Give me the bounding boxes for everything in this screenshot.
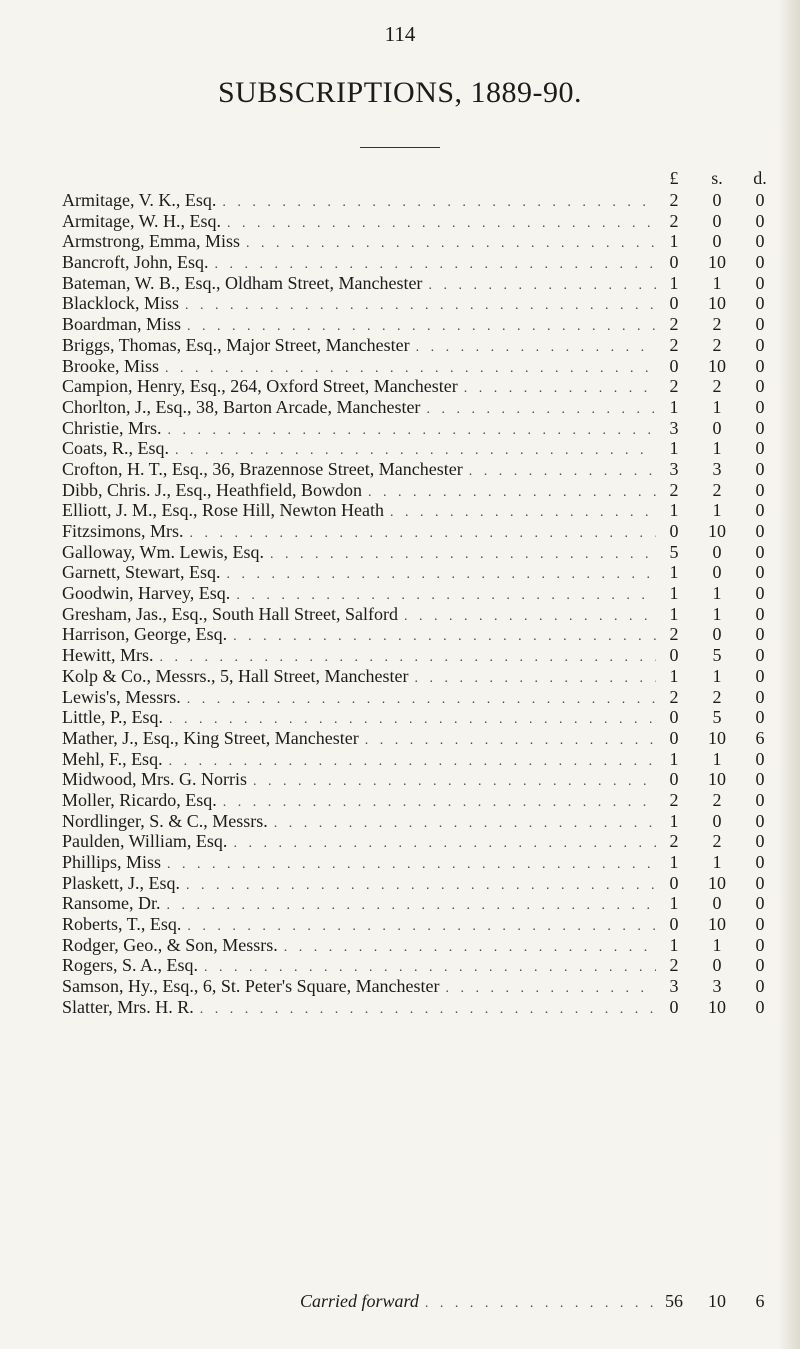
shillings-header: s. — [711, 168, 723, 188]
subscription-row — [62, 356, 778, 377]
subscription-amount — [656, 562, 778, 583]
subscription-row — [62, 893, 778, 914]
amount-pence: 0 — [755, 810, 765, 831]
subscription-amount — [656, 459, 778, 480]
subscription-amount — [656, 831, 778, 852]
leader-dots — [187, 692, 656, 708]
subscription-amount — [656, 914, 778, 935]
amount-pounds: 0 — [669, 293, 679, 314]
amount-shillings: 10 — [708, 293, 726, 314]
subscription-row — [62, 935, 778, 956]
pence-header: d. — [753, 168, 767, 188]
amount-shillings: 5 — [712, 645, 722, 666]
amount-pounds: 1 — [669, 272, 679, 293]
subscription-row — [62, 873, 778, 894]
amount-pence: 0 — [755, 231, 765, 252]
amount-pence: 0 — [755, 562, 765, 583]
subscription-amount — [656, 438, 778, 459]
leader-dots — [426, 402, 656, 418]
subscriber-name: Rogers, S. A., Esq. — [62, 955, 199, 976]
leader-dots — [464, 381, 656, 397]
subscription-row — [62, 397, 778, 418]
subscription-amount — [656, 356, 778, 377]
amount-shillings: 0 — [712, 210, 722, 231]
leader-dots — [222, 195, 656, 211]
amount-pounds: 3 — [669, 976, 679, 997]
amount-shillings: 0 — [712, 541, 722, 562]
amount-pence: 0 — [755, 314, 765, 335]
amount-shillings: 1 — [712, 603, 722, 624]
subscription-row — [62, 418, 778, 439]
subscription-row — [62, 293, 778, 314]
amount-pounds: 2 — [669, 376, 679, 397]
subscription-row — [62, 914, 778, 935]
leader-dots — [214, 257, 656, 273]
amount-pounds: 1 — [669, 231, 679, 252]
subscription-amount — [656, 852, 778, 873]
leader-dots — [368, 485, 656, 501]
amount-pence: 0 — [755, 603, 765, 624]
subscriber-name: Roberts, T., Esq. — [62, 914, 182, 935]
subscriber-name: Garnett, Stewart, Esq. — [62, 562, 221, 583]
amount-pence: 0 — [755, 707, 765, 728]
subscription-row — [62, 500, 778, 521]
subscription-amount — [656, 418, 778, 439]
subscription-row — [62, 687, 778, 708]
subscriber-name: Plaskett, J., Esq. — [62, 872, 181, 893]
pounds-header: £ — [669, 168, 679, 188]
amount-pence: 0 — [755, 417, 765, 438]
subscription-row — [62, 252, 778, 273]
subscription-row — [62, 583, 778, 604]
subscriber-name: Paulden, William, Esq. — [62, 831, 228, 852]
amount-shillings: 1 — [712, 583, 722, 604]
amount-pounds: 1 — [669, 810, 679, 831]
amount-pounds: 1 — [669, 748, 679, 769]
subscriber-name: Lewis's, Messrs. — [62, 686, 181, 707]
subscriber-name: Slatter, Mrs. H. R. — [62, 996, 194, 1017]
subscription-amount — [656, 583, 778, 604]
leader-dots — [169, 754, 656, 770]
subscriber-name: Christie, Mrs. — [62, 417, 162, 438]
amount-pence: 0 — [755, 355, 765, 376]
title-divider — [360, 147, 440, 148]
carried-forward-row — [300, 1291, 778, 1312]
amount-shillings: 0 — [712, 190, 722, 210]
amount-pounds: 1 — [669, 562, 679, 583]
amount-pounds: 0 — [669, 727, 679, 748]
amount-shillings: 1 — [712, 396, 722, 417]
subscription-row — [62, 769, 778, 790]
subscriber-name: Chorlton, J., Esq., 38, Barton Arcade, Manchester — [62, 396, 421, 417]
amount-shillings: 2 — [712, 314, 722, 335]
leader-dots — [223, 795, 656, 811]
amount-pence: 0 — [755, 293, 765, 314]
amount-pence: 0 — [755, 210, 765, 231]
leader-dots — [414, 671, 656, 687]
amount-pence: 0 — [755, 521, 765, 541]
subscriber-name: Gresham, Jas., Esq., South Hall Street, Salford — [62, 603, 398, 624]
page-edge-shadow — [778, 0, 800, 1349]
amount-shillings: 0 — [712, 893, 722, 914]
leader-dots — [416, 340, 656, 356]
leader-dots — [404, 609, 656, 625]
subscriber-name: Goodwin, Harvey, Esq. — [62, 583, 231, 604]
amount-pence: 0 — [755, 996, 765, 1017]
subscription-row — [62, 666, 778, 687]
subscription-amount — [656, 521, 778, 542]
amount-shillings: 10 — [708, 727, 726, 748]
subscriber-name: Campion, Henry, Esq., 264, Oxford Street, Manchester — [62, 376, 458, 397]
subscription-amount — [656, 976, 778, 997]
amount-pounds: 1 — [669, 665, 679, 686]
carried-forward-pence: 6 — [755, 1291, 765, 1311]
amount-pounds: 0 — [669, 521, 679, 541]
subscription-amount — [656, 955, 778, 976]
amount-pounds: 0 — [669, 914, 679, 935]
leader-dots — [236, 588, 656, 604]
subscription-row — [62, 335, 778, 356]
amount-pounds: 0 — [669, 355, 679, 376]
subscriber-name: Crofton, H. T., Esq., 36, Brazennose Street, Manchester — [62, 458, 463, 479]
amount-pence: 0 — [755, 893, 765, 914]
subscriber-name: Armitage, W. H., Esq. — [62, 210, 221, 231]
subscription-row — [62, 190, 778, 211]
subscriber-name: Hewitt, Mrs. — [62, 645, 154, 666]
subscription-row — [62, 562, 778, 583]
amount-pounds: 2 — [669, 314, 679, 335]
subscription-amount — [656, 935, 778, 956]
subscriber-name: Galloway, Wm. Lewis, Esq. — [62, 541, 264, 562]
amount-pounds: 0 — [669, 872, 679, 893]
amount-shillings: 1 — [712, 665, 722, 686]
subscriber-name: Midwood, Mrs. G. Norris — [62, 769, 248, 790]
amount-pounds: 0 — [669, 769, 679, 790]
amount-pounds: 2 — [669, 831, 679, 852]
subscriber-name: Samson, Hy., Esq., 6, St. Peter's Square, Manchester — [62, 976, 440, 997]
subscription-amount — [656, 231, 778, 252]
leader-dots — [187, 919, 656, 935]
leader-dots — [227, 216, 656, 232]
amount-pounds: 2 — [669, 789, 679, 810]
subscription-list — [62, 190, 778, 1018]
subscription-amount — [656, 707, 778, 728]
subscription-amount — [656, 645, 778, 666]
amount-pounds: 2 — [669, 955, 679, 976]
amount-shillings: 1 — [712, 934, 722, 955]
subscription-row — [62, 749, 778, 770]
subscriber-name: Armitage, V. K., Esq. — [62, 190, 217, 210]
amount-pence: 0 — [755, 645, 765, 666]
subscription-amount — [656, 542, 778, 563]
subscriber-name: Briggs, Thomas, Esq., Major Street, Manchester — [62, 334, 410, 355]
subscriber-name: Coats, R., Esq. — [62, 438, 170, 459]
subscriber-name: Elliott, J. M., Esq., Rose Hill, Newton Heath — [62, 500, 384, 521]
amount-pence: 0 — [755, 789, 765, 810]
subscriber-name: Kolp & Co., Messrs., 5, Hall Street, Manchester — [62, 665, 409, 686]
amount-shillings: 2 — [712, 686, 722, 707]
leader-dots — [168, 423, 656, 439]
subscriber-name: Nordlinger, S. & C., Messrs. — [62, 810, 268, 831]
subscriber-name: Ransome, Dr. — [62, 893, 161, 914]
carried-forward-amount — [656, 1291, 778, 1312]
subscription-amount — [656, 314, 778, 335]
amount-shillings: 10 — [708, 252, 726, 273]
leader-dots — [390, 505, 656, 521]
amount-shillings: 5 — [712, 707, 722, 728]
amount-shillings: 1 — [712, 748, 722, 769]
amount-shillings: 3 — [712, 458, 722, 479]
amount-shillings: 2 — [712, 479, 722, 500]
subscription-amount — [656, 293, 778, 314]
leader-dots — [187, 319, 656, 335]
amount-pounds: 0 — [669, 645, 679, 666]
subscription-amount — [656, 190, 778, 211]
amount-pence: 0 — [755, 934, 765, 955]
amount-pence: 0 — [755, 769, 765, 790]
amount-shillings: 1 — [712, 272, 722, 293]
leader-dots — [428, 278, 656, 294]
amount-pounds: 1 — [669, 396, 679, 417]
subscription-amount — [656, 480, 778, 501]
subscription-amount — [656, 769, 778, 790]
leader-dots — [246, 236, 656, 252]
amount-shillings: 1 — [712, 852, 722, 872]
amount-pounds: 1 — [669, 438, 679, 459]
subscriber-name: Bateman, W. B., Esq., Oldham Street, Manchester — [62, 272, 423, 293]
subscriber-name: Mather, J., Esq., King Street, Manchester — [62, 727, 359, 748]
amount-pence: 0 — [755, 583, 765, 604]
subscription-amount — [656, 811, 778, 832]
amount-pounds: 2 — [669, 190, 679, 210]
subscription-row — [62, 852, 778, 873]
subscription-row — [62, 604, 778, 625]
amount-pounds: 2 — [669, 624, 679, 645]
carried-forward-shillings: 10 — [708, 1291, 726, 1311]
leader-dots — [167, 898, 657, 914]
leader-dots — [167, 857, 656, 873]
leader-dots — [200, 1002, 656, 1018]
amount-pence: 0 — [755, 852, 765, 872]
amount-pounds: 0 — [669, 707, 679, 728]
amount-pence: 0 — [755, 376, 765, 397]
leader-dots — [233, 629, 656, 645]
subscriber-name: Bancroft, John, Esq. — [62, 252, 209, 273]
amount-shillings: 0 — [712, 624, 722, 645]
amount-pence: 0 — [755, 955, 765, 976]
subscriber-name: Rodger, Geo., & Son, Messrs. — [62, 934, 278, 955]
amount-shillings: 0 — [712, 562, 722, 583]
amount-pounds: 3 — [669, 417, 679, 438]
subscription-amount — [656, 252, 778, 273]
amount-shillings: 0 — [712, 810, 722, 831]
subscription-row — [62, 211, 778, 232]
subscription-amount — [656, 666, 778, 687]
subscription-row — [62, 314, 778, 335]
leader-dots — [425, 1296, 656, 1312]
amount-pounds: 2 — [669, 686, 679, 707]
subscription-row — [62, 811, 778, 832]
amount-pence: 0 — [755, 665, 765, 686]
leader-dots — [446, 981, 656, 997]
amount-pounds: 0 — [669, 996, 679, 1017]
page-number: 114 — [384, 22, 416, 46]
subscriber-name: Harrison, George, Esq. — [62, 624, 228, 645]
amount-pence: 0 — [755, 334, 765, 355]
amount-pence: 0 — [755, 872, 765, 893]
amount-pence: 0 — [755, 272, 765, 293]
leader-dots — [226, 567, 656, 583]
amount-pounds: 2 — [669, 210, 679, 231]
leader-dots — [190, 526, 656, 542]
amount-pounds: 1 — [669, 852, 679, 872]
subscription-row — [62, 831, 778, 852]
amount-pounds: 2 — [669, 479, 679, 500]
amount-shillings: 2 — [712, 376, 722, 397]
subscription-amount — [656, 604, 778, 625]
subscription-row — [62, 521, 778, 542]
leader-dots — [204, 960, 656, 976]
amount-shillings: 0 — [712, 231, 722, 252]
amount-pence: 0 — [755, 500, 765, 521]
amount-shillings: 10 — [708, 914, 726, 935]
amount-pounds: 0 — [669, 252, 679, 273]
amount-pounds: 1 — [669, 603, 679, 624]
leader-dots — [160, 650, 657, 666]
subscription-amount — [656, 500, 778, 521]
leader-dots — [253, 774, 656, 790]
subscriber-name: Blacklock, Miss — [62, 293, 179, 314]
leader-dots — [284, 940, 656, 956]
amount-pence: 0 — [755, 976, 765, 997]
subscription-amount — [656, 397, 778, 418]
amount-pence: 6 — [755, 727, 765, 748]
subscriber-name: Dibb, Chris. J., Esq., Heathfield, Bowdon — [62, 479, 362, 500]
leader-dots — [469, 464, 656, 480]
subscription-row — [62, 707, 778, 728]
leader-dots — [175, 443, 656, 459]
amount-pence: 0 — [755, 396, 765, 417]
amount-pence: 0 — [755, 190, 765, 210]
subscription-amount — [656, 790, 778, 811]
subscription-row — [62, 624, 778, 645]
amount-shillings: 1 — [712, 500, 722, 521]
subscription-amount — [656, 335, 778, 356]
leader-dots — [185, 298, 656, 314]
amount-pounds: 1 — [669, 934, 679, 955]
amount-pounds: 5 — [669, 541, 679, 562]
leader-dots — [270, 547, 656, 563]
subscription-row — [62, 645, 778, 666]
amount-pence: 0 — [755, 748, 765, 769]
amount-pence: 0 — [755, 252, 765, 273]
subscription-row — [62, 231, 778, 252]
subscription-amount — [656, 376, 778, 397]
amount-pence: 0 — [755, 438, 765, 459]
amount-pence: 0 — [755, 479, 765, 500]
currency-header — [656, 168, 778, 189]
subscription-row — [62, 976, 778, 997]
subscription-row — [62, 542, 778, 563]
subscription-amount — [656, 873, 778, 894]
subscriber-name: Moller, Ricardo, Esq. — [62, 789, 217, 810]
subscriber-name: Fitzsimons, Mrs. — [62, 521, 184, 541]
subscriber-name: Boardman, Miss — [62, 314, 181, 335]
amount-pence: 0 — [755, 686, 765, 707]
amount-shillings: 2 — [712, 334, 722, 355]
amount-shillings: 1 — [712, 438, 722, 459]
subscription-row — [62, 790, 778, 811]
subscription-row — [62, 480, 778, 501]
subscription-row — [62, 997, 778, 1018]
amount-pence: 0 — [755, 458, 765, 479]
subscription-amount — [656, 687, 778, 708]
subscription-amount — [656, 997, 778, 1018]
amount-pounds: 1 — [669, 500, 679, 521]
amount-shillings: 10 — [708, 996, 726, 1017]
amount-pence: 0 — [755, 831, 765, 852]
amount-shillings: 10 — [708, 872, 726, 893]
subscription-row — [62, 376, 778, 397]
leader-dots — [169, 712, 656, 728]
subscriber-name: Armstrong, Emma, Miss — [62, 231, 240, 252]
leader-dots — [274, 816, 656, 832]
subscription-amount — [656, 273, 778, 294]
subscription-amount — [656, 749, 778, 770]
amount-shillings: 10 — [708, 769, 726, 790]
subscription-row — [62, 728, 778, 749]
leader-dots — [186, 878, 656, 894]
amount-shillings: 0 — [712, 417, 722, 438]
carried-forward-pounds: 56 — [665, 1291, 683, 1311]
leader-dots — [365, 733, 656, 749]
subscriber-name: Mehl, F., Esq. — [62, 748, 163, 769]
subscriber-name: Phillips, Miss — [62, 852, 162, 872]
subscription-amount — [656, 893, 778, 914]
subscription-row — [62, 459, 778, 480]
amount-shillings: 2 — [712, 789, 722, 810]
amount-shillings: 10 — [708, 521, 726, 541]
amount-shillings: 2 — [712, 831, 722, 852]
leader-dots — [165, 361, 656, 377]
leader-dots — [233, 836, 656, 852]
subscriber-name: Brooke, Miss — [62, 355, 160, 376]
amount-pence: 0 — [755, 541, 765, 562]
amount-pence: 0 — [755, 624, 765, 645]
amount-shillings: 0 — [712, 955, 722, 976]
subscriber-name: Little, P., Esq. — [62, 707, 164, 728]
subscription-row — [62, 955, 778, 976]
amount-pounds: 2 — [669, 334, 679, 355]
subscription-row — [62, 273, 778, 294]
subscription-amount — [656, 624, 778, 645]
carried-forward-label: Carried forward — [300, 1291, 419, 1311]
subscription-amount — [656, 211, 778, 232]
amount-shillings: 3 — [712, 976, 722, 997]
amount-pounds: 1 — [669, 583, 679, 604]
page-title: SUBSCRIPTIONS, 1889-90. — [217, 76, 583, 109]
amount-pence: 0 — [755, 914, 765, 935]
subscription-row — [62, 438, 778, 459]
amount-pounds: 1 — [669, 893, 679, 914]
amount-pounds: 3 — [669, 458, 679, 479]
amount-shillings: 10 — [708, 355, 726, 376]
subscription-amount — [656, 728, 778, 749]
